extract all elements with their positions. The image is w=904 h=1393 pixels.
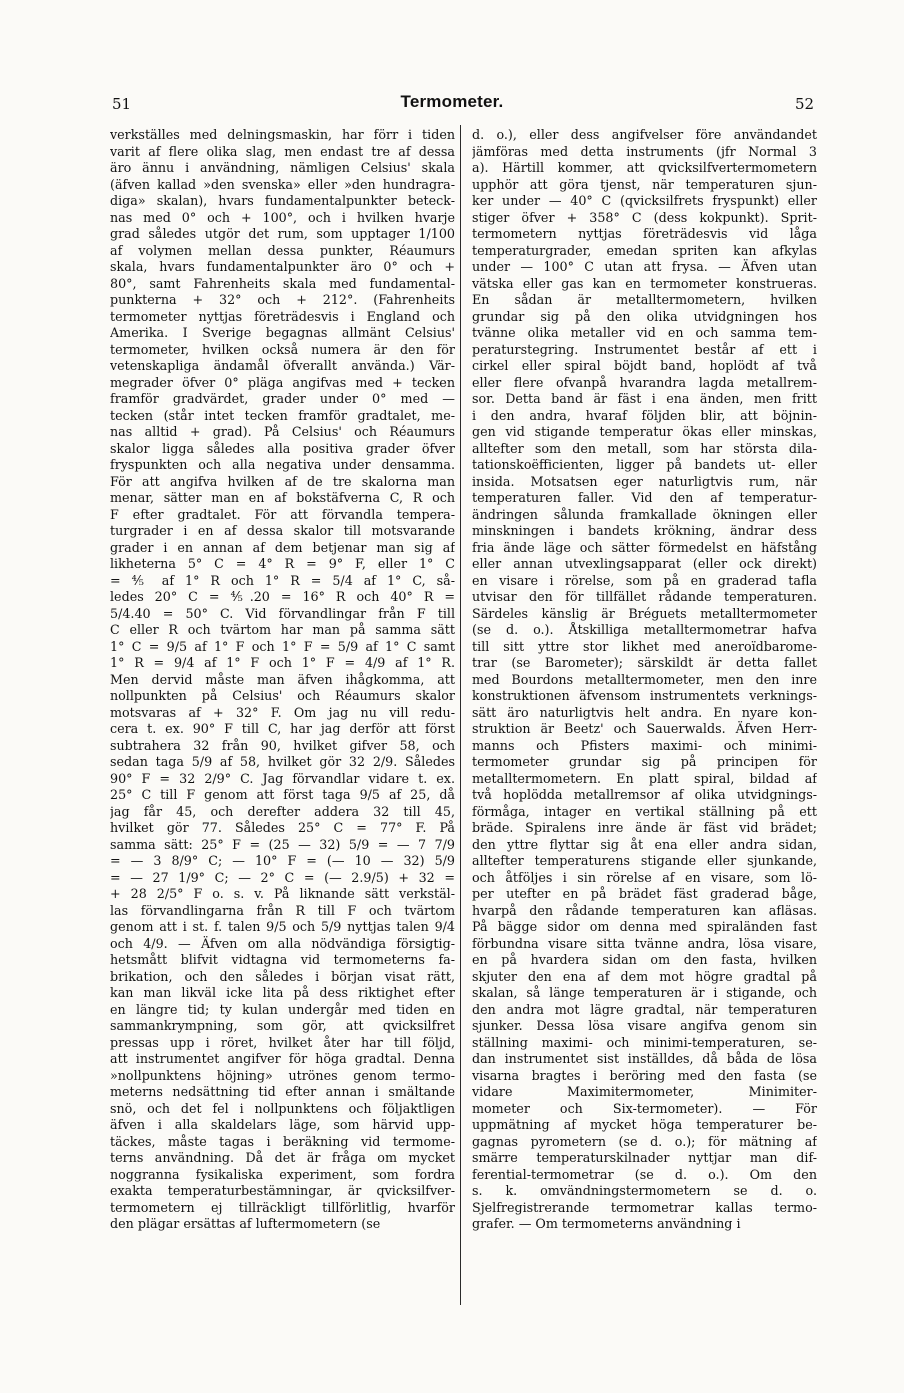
text-line: megrader öfver 0° pläga angifvas med + tecken <box>110 374 455 390</box>
text-line: turgrader i en af dessa skalor till motsvarande <box>110 523 455 538</box>
text-line: 5/4.40 = 50° C. Vid förvandlingar från F till <box>110 605 455 621</box>
text-line: varit af flere olika slag, men endast tre af dessa <box>110 143 455 159</box>
text-line: i den andra, hvaraf följden blir, att böjnin- <box>472 407 817 423</box>
text-line: en längre tid; ty kulan undergår med tiden en <box>110 1001 455 1017</box>
text-line: förbundna visare sitta tvänne andra, lösa visare, <box>472 935 817 951</box>
text-line: Men dervid måste man äfven ihågkomma, att <box>110 671 455 687</box>
text-line: temperaturen faller. Vid den af temperatur- <box>472 490 817 505</box>
text-line: sjunker. Dessa lösa visare angifva genom sin <box>472 1018 817 1033</box>
text-line: skalan, så länge temperaturen är i stigande, och <box>472 985 817 1000</box>
text-line: ledes 20° C = ⅘.20 = 16° R och 40° R = <box>110 589 455 604</box>
text-line: termometer grundar sig på principen för <box>472 754 817 769</box>
text-line: (se d. o.). Åtskilliga metalltermometrar hafva <box>472 622 817 637</box>
text-line: cera t. ex. 90° F till C, har jag derför att först <box>110 721 455 736</box>
text-line: uppmätning af mycket höga temperaturer be- <box>472 1117 817 1132</box>
text-line: verkställes med delningsmaskin, har förr i tiden <box>110 127 455 142</box>
text-line: kan man likväl icke lita på dess riktighet efter <box>110 985 455 1000</box>
text-line: C eller R och tvärtom har man på samma sätt <box>110 622 455 637</box>
text-line: visarna bragtes i beröring med den fasta (se <box>472 1067 817 1083</box>
text-line: samma sätt: 25° F = (25 — 32) 5/9 = — 7 7/9 <box>110 836 455 852</box>
text-line: förmåga, intager en vertikal ställning på ett <box>472 803 817 819</box>
text-line: stiger öfver + 358° C (dess kokpunkt). Sprit- <box>472 209 817 225</box>
text-line: 80°, samt Fahrenheits skala med fundamental- <box>110 275 455 291</box>
text-line: nas med 0° och + 100°, och i hvilken hvarje <box>110 209 455 225</box>
text-line: metalltermometern. En platt spiral, bildad af <box>472 770 817 786</box>
text-line: punkterna + 32° och + 212°. (Fahrenheits <box>110 292 455 307</box>
text-line: täckes, måste tagas i beräkning vid termome- <box>110 1133 455 1149</box>
text-line: temperaturgrader, emedan spriten kan afkylas <box>472 242 817 258</box>
text-line: = ⅘ af 1° R och 1° R = 5/4 af 1° C, så- <box>110 572 455 588</box>
text-line: eller flere ofvanpå hvarandra lagda metallrem- <box>472 374 817 390</box>
text-line: trar (se Barometer); särskildt är detta fallet <box>472 655 817 670</box>
text-line: med Bourdons metalltermometer, men den inre <box>472 671 817 687</box>
text-line: pressas upp i röret, hvilket åter har till följd, <box>110 1034 455 1050</box>
text-line: diga» skalan), hvars fundamentalpunkter beteck- <box>110 193 455 208</box>
text-line: alltefter som den metall, som har största dila- <box>472 440 817 456</box>
text-line: Amerika. I Sverige begagnas allmänt Celsius' <box>110 325 455 340</box>
text-line: hvilket gör 77. Således 25° C = 77° F. På <box>110 820 455 835</box>
text-line: vetenskapliga ändamål öfverallt använda.) Vär- <box>110 358 455 373</box>
text-line: nollpunkten på Celsius' och Réaumurs skalor <box>110 688 455 703</box>
text-line: manns och Pfisters maximi- och minimi- <box>472 737 817 753</box>
text-line: brikation, och den således i början visat rätt, <box>110 968 455 984</box>
text-line: skalor ligga således alla positiva grader öfver <box>110 440 455 456</box>
text-line: + 28 2/5° F o. s. v. På liknande sätt verkstäl- <box>110 886 455 901</box>
text-line: På bägge sidor om denna med spiraländen fast <box>472 919 817 934</box>
text-line: En sådan är metalltermometern, hvilken <box>472 292 817 307</box>
text-line: och åtföljes i sin rörelse af en visare, som lö- <box>472 869 817 885</box>
text-line: skala, hvars fundamentalpunkter äro 0° och + <box>110 259 455 274</box>
text-line: ändringen sålunda framkallade ökningen eller <box>472 506 817 522</box>
text-line: den andra mot lägre gradtal, när temperaturen <box>472 1001 817 1017</box>
text-line: äro ännu i användning, nämligen Celsius' skala <box>110 160 455 175</box>
text-line: termometer nyttjas företrädesvis i England och <box>110 308 455 324</box>
text-line: = — 27 1/9° C; — 2° C = (— 2.9/5) + 32 = <box>110 869 455 885</box>
text-line: en visare i rörelse, som på en graderad tafla <box>472 572 817 588</box>
text-line: smärre temperaturskilnader nyttjar man dif- <box>472 1150 817 1165</box>
text-line: två hoplödda metallremsor af olika utvidgnings- <box>472 787 817 802</box>
text-line: framför gradvärdet, grader under 0° med — <box>110 391 455 406</box>
text-line: »nollpunktens höjning» utrönes genom termo- <box>110 1067 455 1083</box>
text-line: vidare Maximitermometer, Minimiter- <box>472 1084 817 1099</box>
text-line: insida. Motsatsen eger naturligtvis rum, när <box>472 473 817 489</box>
text-line: grad således utgör det rum, som upptager 1/100 <box>110 226 455 241</box>
text-line: termometer, hvilken också numera är den för <box>110 341 455 357</box>
text-line: eller annan utvexlingsapparat (eller ock direkt) <box>472 556 817 571</box>
page-number-left: 51 <box>112 95 132 113</box>
text-line: hvarpå den rådande temperaturen kan afläsas. <box>472 902 817 918</box>
text-line: snö, och det fel i nollpunktens och följaktligen <box>110 1100 455 1116</box>
text-line: grundar sig på den olika utvidgningen hos <box>472 308 817 324</box>
text-line: bräde. Spiralens inre ände är fäst vid brädet; <box>472 820 817 835</box>
text-line: gen vid stigande temperatur ökas eller minskas, <box>472 424 817 439</box>
text-line: grafer. — Om termometerns användning i <box>472 1216 741 1231</box>
text-line: 25° C till F genom att först taga 9/5 af 25, då <box>110 787 455 802</box>
text-line: jämföras med detta instruments (jfr Normal 3 <box>472 143 817 159</box>
text-line: minskningen i bandets krökning, ändrar dess <box>472 523 817 538</box>
text-line: sammankrympning, som gör, att qvicksilfret <box>110 1018 455 1033</box>
text-line: utvisar den för tillfället rådande temperaturen. <box>472 589 817 604</box>
text-line: Sjelfregistrerande termometrar kallas termo- <box>472 1199 817 1215</box>
text-line: För att angifva hvilken af de tre skalorna man <box>110 473 455 489</box>
text-line: 1° C = 9/5 af 1° F och 1° F = 5/9 af 1° C samt <box>110 638 455 654</box>
text-line: = — 3 8/9° C; — 10° F = (— 10 — 32) 5/9 <box>110 853 455 868</box>
text-line: likheterna 5° C = 4° R = 9° F, eller 1° C <box>110 556 455 571</box>
text-line: sätt äro naturligtvis helt andra. En nyare kon- <box>472 704 817 720</box>
text-line: hetsmått blifvit vidtagna vid termometerns fa- <box>110 952 455 967</box>
text-line: under — 100° C utan att frysa. — Äfven utan <box>472 259 817 274</box>
text-line: tecken (står intet tecken framför gradtalet, me- <box>110 407 455 423</box>
text-line: vätska eller gas kan en termometer konstrueras. <box>472 275 817 291</box>
text-line: af volymen mellan dessa punkter, Réaumurs <box>110 242 455 258</box>
text-line: upphör att göra tjenst, när temperaturen sjun- <box>472 176 817 192</box>
text-line: sor. Detta band är fäst i ena änden, men fritt <box>472 391 817 406</box>
text-line: struktion är Beetz' och Sauerwalds. Äfven Herr- <box>472 721 817 736</box>
text-line: konstruktionen äfvensom instrumentets verknings- <box>472 688 817 703</box>
text-line: peraturstegring. Instrumentet består af ett i <box>472 341 817 357</box>
text-line: subtrahera 32 från 90, hvilket gifver 58, och <box>110 737 455 753</box>
text-line: cirkel eller spiral böjdt band, hoplödt af två <box>472 358 817 373</box>
text-line: tvänne olika metaller vid en och samma tem- <box>472 325 817 340</box>
text-line: den plägar ersättas af luftermometern (se <box>110 1216 381 1231</box>
text-line: tationskoëfficienten, ligger på bandets ut- eller <box>472 457 817 472</box>
text-line: F efter gradtalet. För att förvandla tempera- <box>110 506 455 522</box>
text-line: grader i en annan af dem betjenar man sig af <box>110 539 455 555</box>
text-line: alltefter temperaturens stigande eller sjunkande, <box>472 853 817 868</box>
text-line: äfven i alla skaldelars läge, som härvid upp- <box>110 1117 455 1132</box>
text-line: gagnas pyrometern (se d. o.); för mätning af <box>472 1133 817 1149</box>
text-line: ställning maximi- och minimi-temperaturen, se- <box>472 1034 817 1050</box>
text-line: 90° F = 32 2/9° C. Jag förvandlar vidare t. ex. <box>110 770 455 786</box>
text-line: skjuter den ena af dem mot högre gradtal på <box>472 968 817 984</box>
text-line: Särdeles känslig är Bréguets metalltermometer <box>472 605 817 621</box>
text-line: mometer och Six-termometer). — För <box>472 1100 817 1116</box>
text-line: att instrumentet angifver för höga gradtal. Denna <box>110 1051 455 1066</box>
text-line: jag får 45, och derefter addera 32 till 45, <box>110 803 455 819</box>
text-line: per utefter en på brädet fäst graderad båge, <box>472 886 817 901</box>
text-line: fria ände läge och sätter förmedelst en häfstång <box>472 539 817 555</box>
text-line: sedan taga 5/9 af 58, hvilket gör 32 2/9. Således <box>110 754 455 769</box>
text-line: meterns nedsättning tid efter annan i smältande <box>110 1084 455 1099</box>
text-line: fryspunkten och alla negativa under densamma. <box>110 457 455 472</box>
text-line: las förvandlingarna från R till F och tvärtom <box>110 902 455 918</box>
text-line: genom att i st. f. talen 9/5 och 5/9 nyttjas talen 9/4 <box>110 919 455 934</box>
text-line: termometern nyttjas företrädesvis vid låga <box>472 226 817 241</box>
text-line: s. k. omvändningstermometern se d. o. <box>472 1183 817 1198</box>
column-divider <box>460 125 461 1305</box>
text-line: exakta temperaturbestämningar, är qvicksilfver- <box>110 1183 455 1198</box>
text-line: den yttre flyttar sig åt ena eller andra sidan, <box>472 836 817 852</box>
running-title: Termometer. <box>400 92 504 111</box>
text-line: a). Härtill kommer, att qvicksilfvertermometern <box>472 160 817 175</box>
page-number-right: 52 <box>795 95 815 113</box>
text-line: (äfven kallad »den svenska» eller »den hundragra- <box>110 176 455 192</box>
text-line: terns användning. Då det är fråga om mycket <box>110 1150 455 1165</box>
text-line: ferential-termometrar (se d. o.). Om den <box>472 1166 817 1182</box>
left-column <box>110 127 455 1307</box>
right-column <box>472 127 817 1307</box>
text-line: d. o.), eller dess angifvelser före användandet <box>472 127 817 142</box>
text-line: noggranna fysikaliska experiment, som fordra <box>110 1166 455 1182</box>
text-line: motsvaras af + 32° F. Om jag nu vill redu- <box>110 704 455 720</box>
text-line: nas alltid + grad). På Celsius' och Réaumurs <box>110 424 455 439</box>
text-line: ker under — 40° C (qvicksilfrets fryspunkt) eller <box>472 193 817 208</box>
text-line: till sitt yttre stor likhet med aneroïdbarome- <box>472 638 817 654</box>
text-line: termometern ej tillräckligt tillförlitlig, hvarför <box>110 1199 455 1215</box>
text-line: 1° R = 9/4 af 1° F och 1° F = 4/9 af 1° R. <box>110 655 455 670</box>
text-line: och 4/9. — Äfven om alla nödvändiga försigtig- <box>110 935 455 951</box>
text-line: dan instrumentet sist inställdes, då båda de lösa <box>472 1051 817 1066</box>
text-line: en på hvardera sidan om den fasta, hvilken <box>472 952 817 967</box>
text-line: menar, sätter man en af bokstäfverna C, R och <box>110 490 455 505</box>
